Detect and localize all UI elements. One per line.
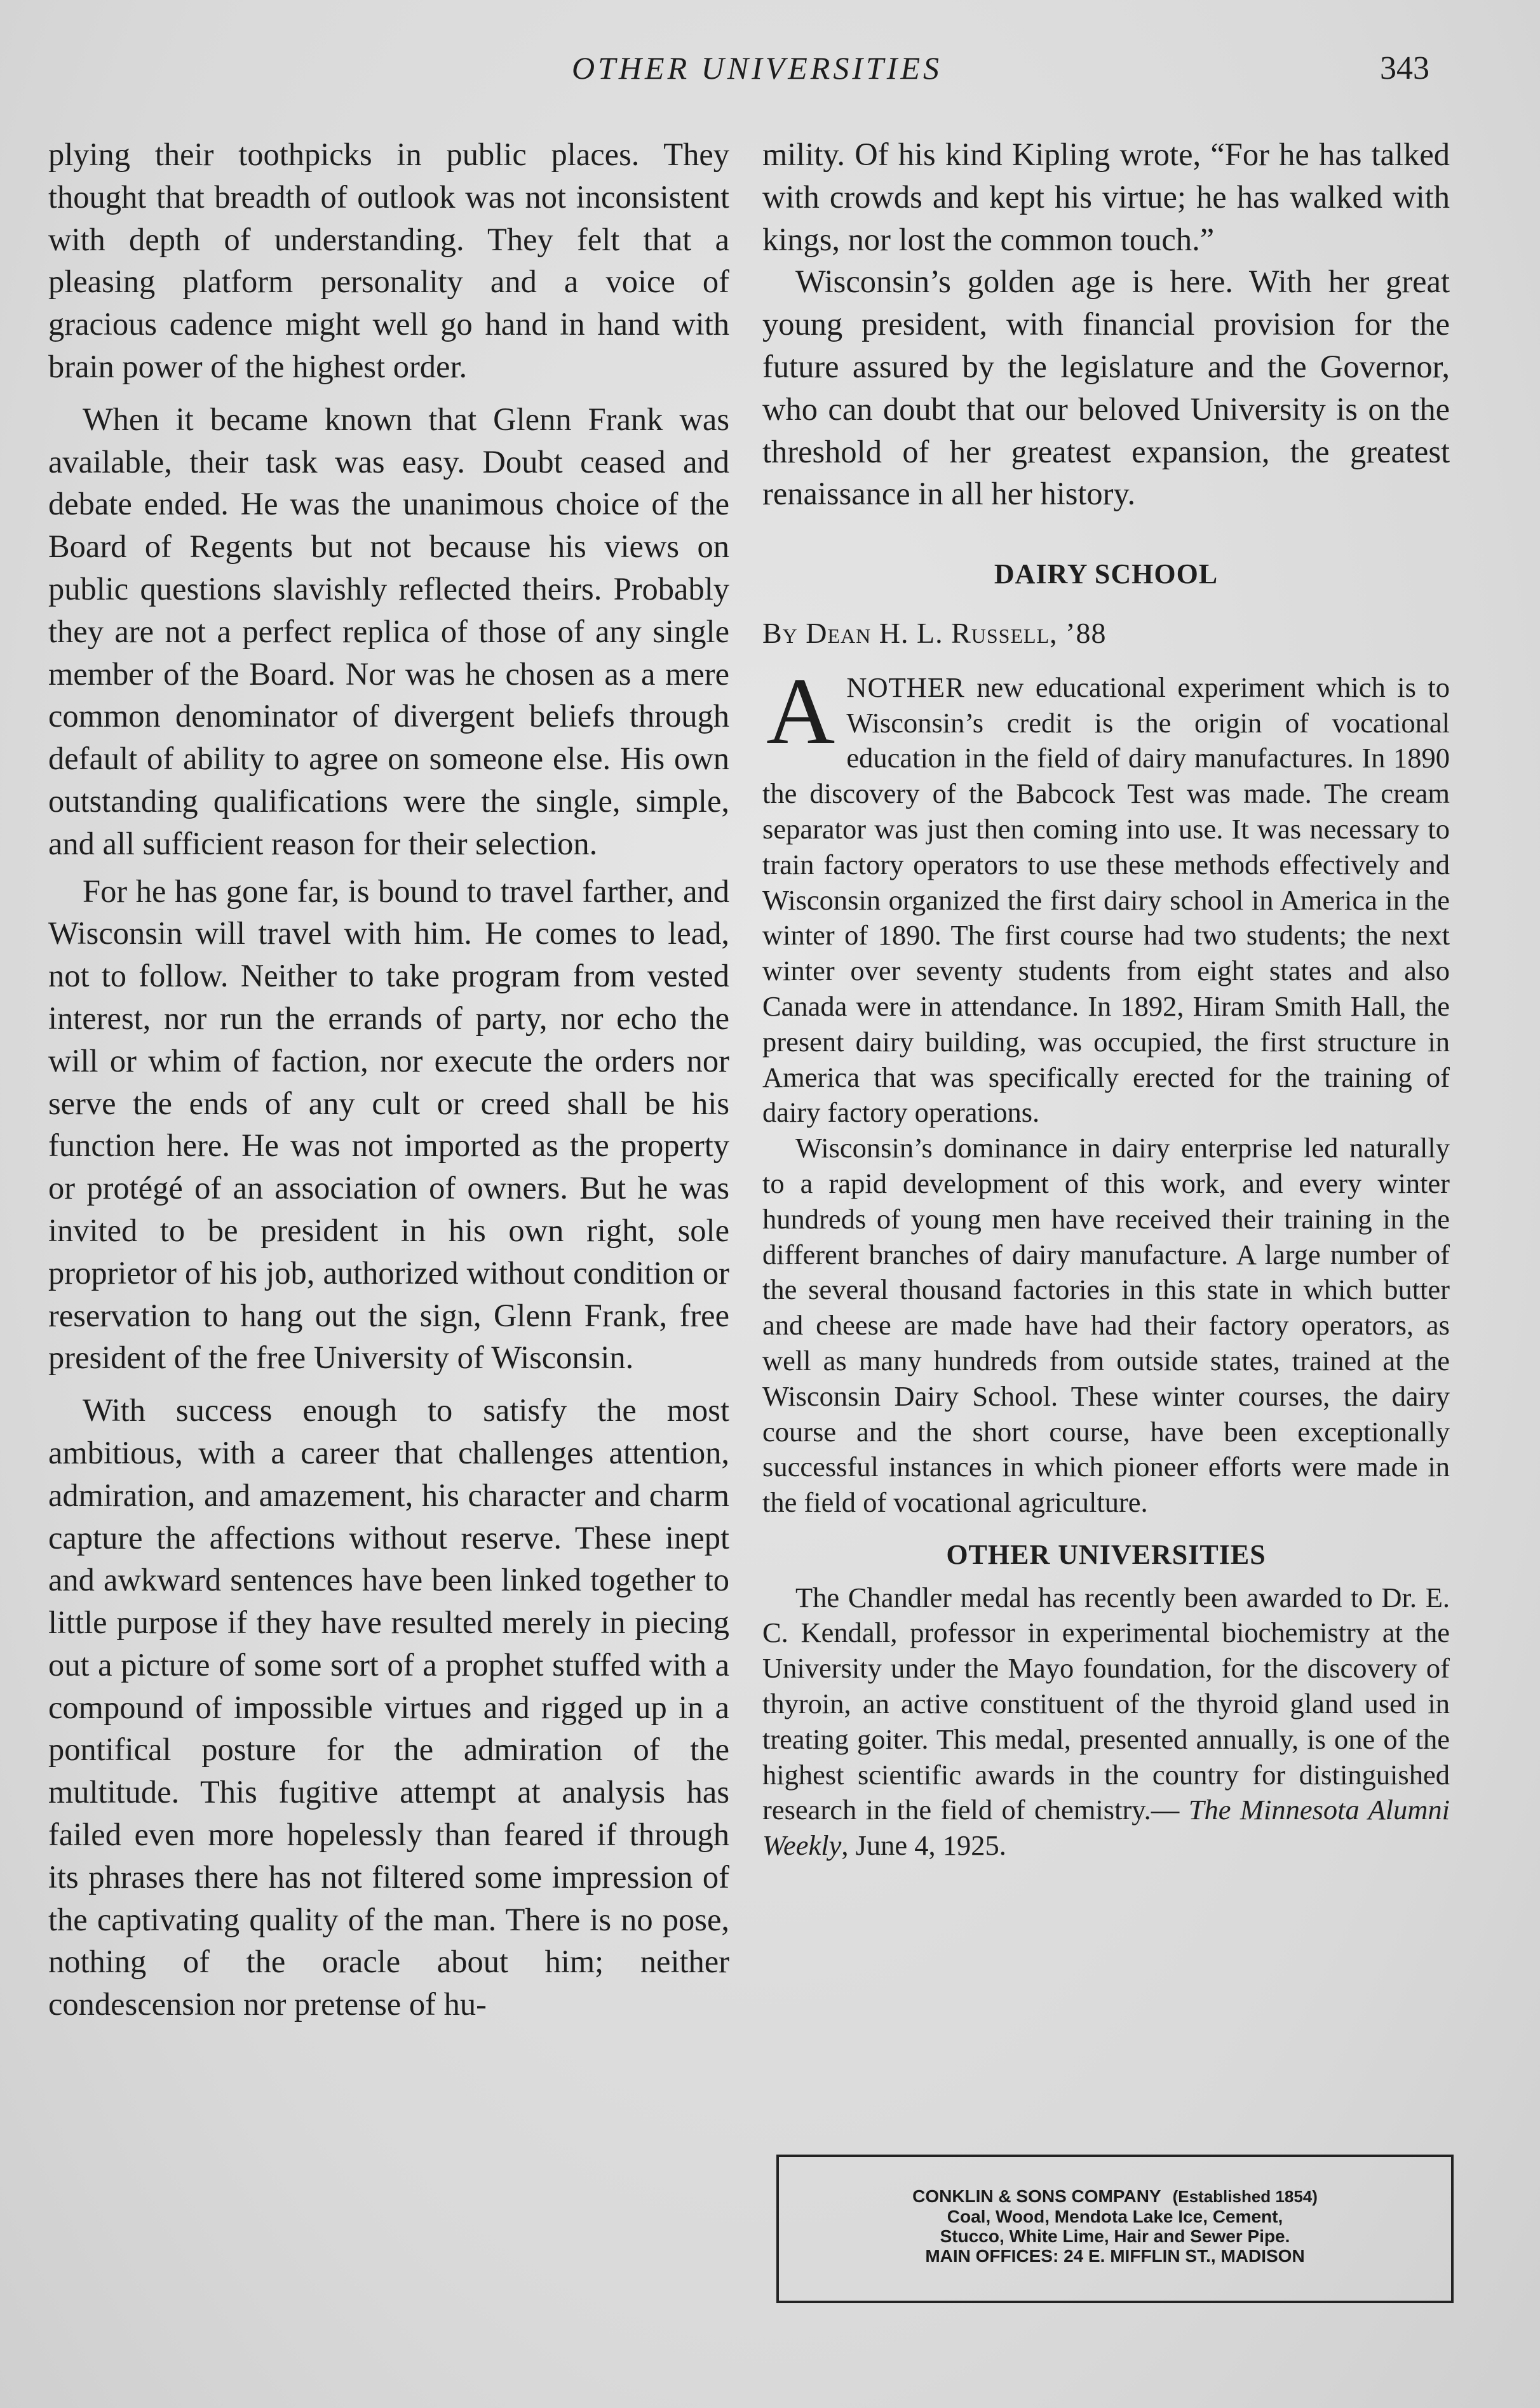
- paragraph: Wisconsin’s golden age is here. With her great young president, with financial provision for the future assured by the legislature and the Governor, who can doubt that our beloved University is on the threshold of her greatest expansion, the greatest renaissance in all her history.: [762, 264, 1450, 512]
- paragraph: Wisconsin’s dominance in dairy enterprise led naturally to a rapid development of this work, and every winter hundreds of young men have received their training in the different branches of dairy manufacture. A large number of the several thousand factories in this state in which butter and cheese are made have had their factory operators, as well as many hundreds from outside states, trained at the Wisconsin Dairy School. These winter courses, the dairy course and the short course, have been exceptionally successful instances in which pioneer efforts were made in the field of vocational agriculture.: [762, 1132, 1450, 1519]
- paragraph-text: new educational experiment which is to Wisconsin’s credit is the origin of vocational education in the field of dairy manufactures. In 1890 the discovery of the Babcock Test was made. The cream separator was just then coming into use. It was necessary to train factory operators to use these methods effectively and Wisconsin organized the first dairy school in America in the winter of 1890. The first course had two students; the next winter over seventy students from eight states and also Canada were in attendance. In 1892, Hiram Smith Hall, the present dairy building, was occupied, the first structure in America that was specifically erected for the training of dairy factory operations.: [762, 671, 1450, 1129]
- source-title: The Minnesota Alumni Weekly: [762, 1794, 1450, 1862]
- ad-line: MAIN OFFICES: 24 E. MIFFLIN ST., MADISON: [925, 2246, 1305, 2266]
- page-number: 343: [1380, 50, 1429, 86]
- ad-line: [779, 2186, 1451, 2207]
- paragraph-text: The Chandler medal has recently been awarded to Dr. E. C. Kendall, professor in experimental biochemistry at the University under the Mayo foundation, for the discovery of thyroin, an active constituent of the thyroid gland used in treating goiter. This medal, presented annually, is one of the highest scientific awards in the country for distinguished research in the field of chemistry.—: [762, 1581, 1450, 1826]
- byline: By Dean H. L. Russell, ’88: [762, 616, 1107, 649]
- article-continuation: [762, 133, 1450, 515]
- dairy-school-article: [762, 658, 1450, 1864]
- lead-in: NOTHER: [846, 671, 965, 703]
- other-universities-heading: OTHER UNIVERSITIES: [946, 1538, 1266, 1570]
- advertisement-box: [776, 2155, 1454, 2303]
- ad-company: CONKLIN & SONS COMPANY: [912, 2186, 1161, 2206]
- paragraph: [762, 1580, 1450, 1864]
- dairy-school-heading: DAIRY SCHOOL: [994, 558, 1219, 590]
- paragraph: For he has gone far, is bound to travel farther, and Wisconsin will travel with him. He comes to lead, not to follow. Neither to take program from vested interest, nor run the errands of party, nor echo the will or whim of faction, nor execute the orders nor serve the ends of any cult or creed shall be his function here. He was not imported as the property or protégé of an association of owners. But he was invited to be president in his own right, sole proprietor of his job, authorized without condition or reservation to hang out the sign, Glenn Frank, free president of the free University of Wisconsin.: [48, 873, 729, 1376]
- paragraph: plying their toothpicks in public places. They thought that breadth of outlook was not inconsistent with depth of understanding. They felt that a pleasing platform personality and a voice of gracious cadence might well go hand in hand with brain power of the highest order.: [48, 137, 729, 384]
- page-header: [0, 50, 1540, 100]
- running-head: OTHER UNIVERSITIES: [572, 50, 942, 86]
- right-column: [762, 133, 1450, 1864]
- left-column: [48, 133, 729, 2026]
- ad-line: Stucco, White Lime, Hair and Sewer Pipe.: [940, 2226, 1290, 2246]
- paragraph: [762, 658, 1450, 1131]
- ad-line: Coal, Wood, Mendota Lake Ice, Cement,: [947, 2207, 1283, 2226]
- paragraph: With success enough to satisfy the most ambitious, with a career that challenges attention, admiration, and amazement, his character and charm capture the affections without reserve. These inept and awkward sentences have been linked together to little purpose if they have resulted merely in piecing out a picture of some sort of a prophet stuffed with a compound of impossible virtues and rigged up in a pontifical posture for the admiration of the multitude. This fugitive attempt at analysis has failed even more hopelessly than feared if through its phrases there has not filtered some impression of the captivating quality of the man. There is no pose, nothing of the oracle about him; neither condescension nor pretense of hu-: [48, 1392, 729, 2022]
- paragraph: mility. Of his kind Kipling wrote, “For he has talked with crowds and kept his virtue; he has walked with kings, nor lost the common touch.”: [762, 137, 1450, 257]
- ad-established: (Established 1854): [1172, 2187, 1318, 2206]
- paragraph: When it became known that Glenn Frank was available, their task was easy. Doubt ceased and debate ended. He was the unanimous choice of the Board of Regents but not because his views on public questions slavishly reflected theirs. Probably they are not a perfect replica of those of any single member of the Board. Nor was he chosen as a mere common denominator of divergent beliefs through default of ability to agree on someone else. His own outstanding qualifications were the single, simple, and all sufficient reason for their selection.: [48, 401, 729, 861]
- source-date: , June 4, 1925.: [841, 1829, 1006, 1862]
- drop-cap: A: [766, 658, 835, 764]
